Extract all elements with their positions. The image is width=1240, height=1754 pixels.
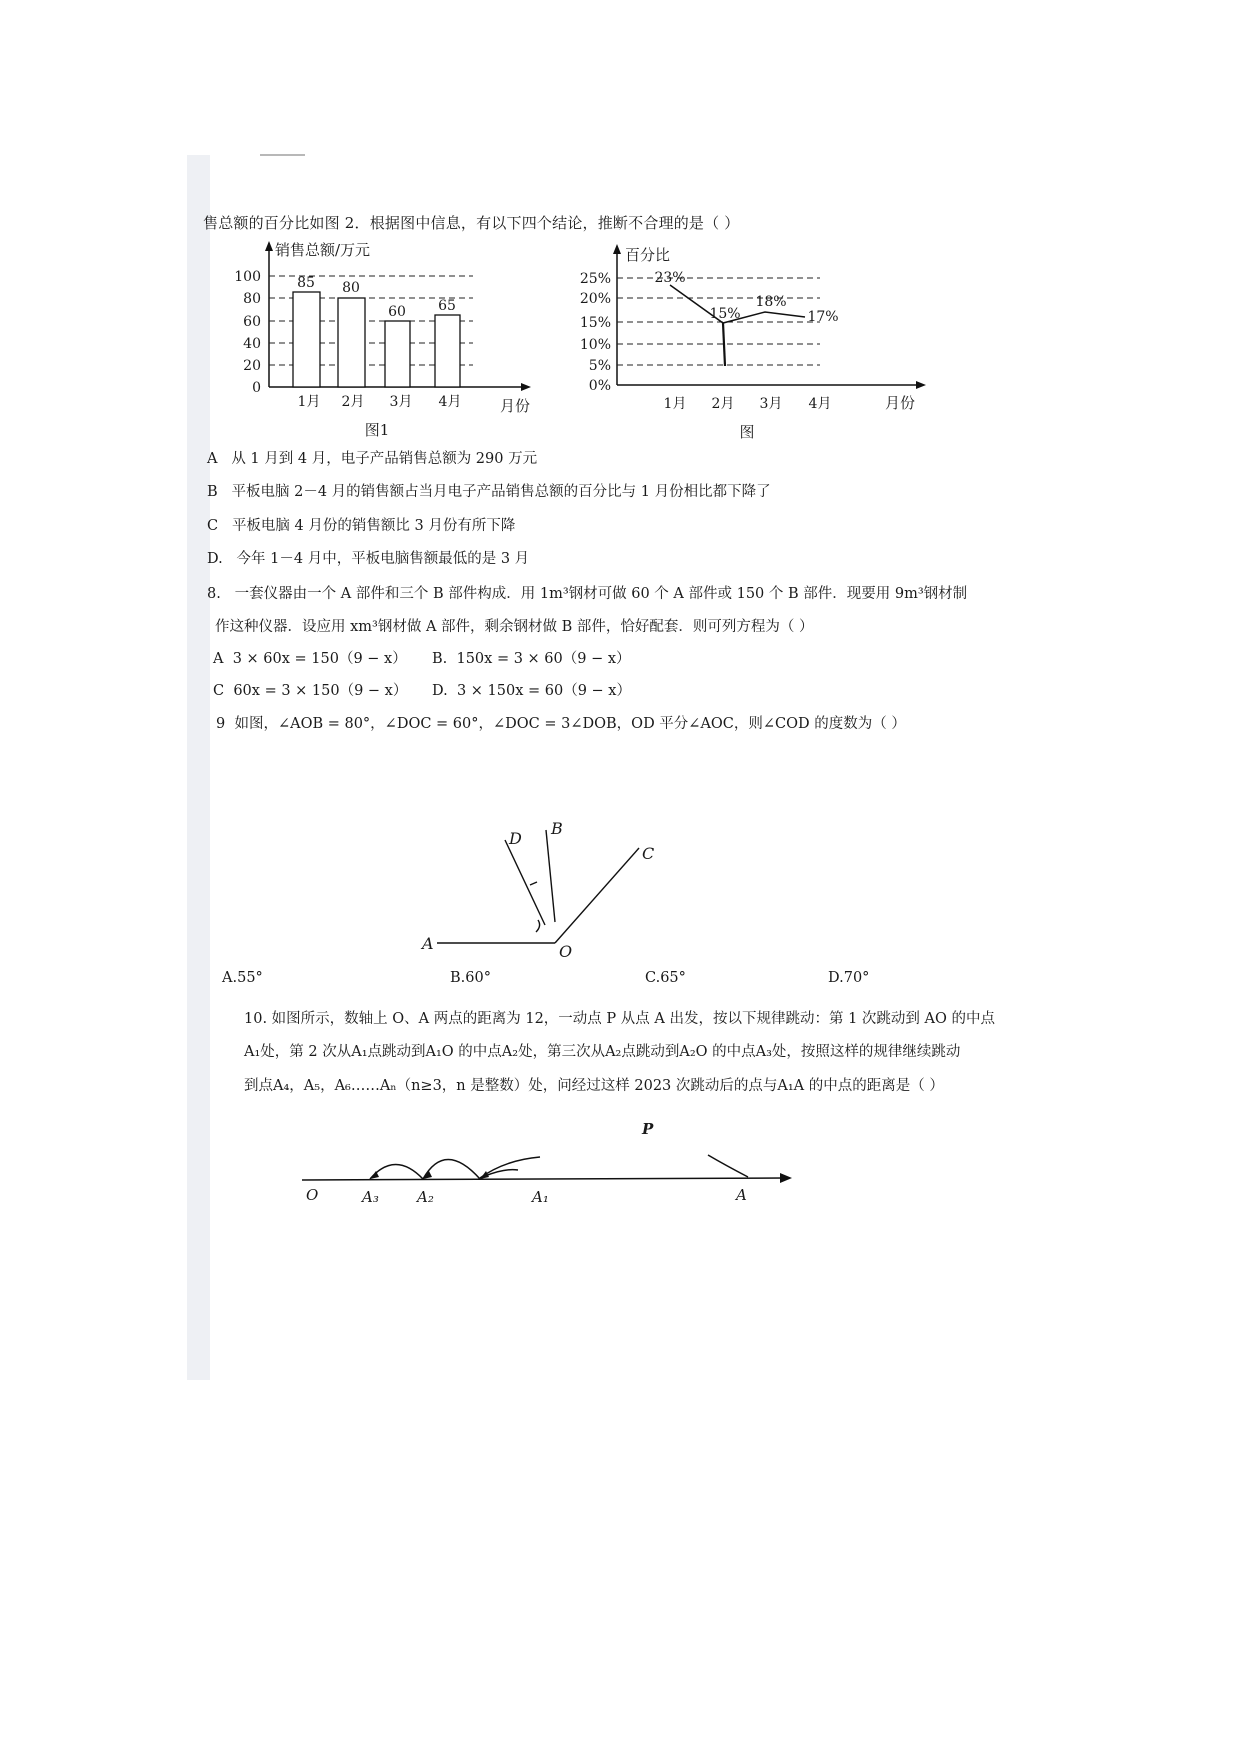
svg-text:60: 60 bbox=[243, 314, 261, 330]
option-text: 60° bbox=[465, 970, 491, 986]
option-label: D. bbox=[828, 970, 844, 986]
svg-text:80: 80 bbox=[342, 280, 360, 296]
svg-text:18%: 18% bbox=[755, 294, 787, 310]
option-label: B. bbox=[450, 970, 466, 986]
svg-text:4月: 4月 bbox=[808, 396, 832, 412]
svg-text:25%: 25% bbox=[579, 271, 611, 287]
header-rule bbox=[260, 154, 305, 156]
option-label: C bbox=[207, 518, 219, 534]
q8-option-c bbox=[213, 679, 407, 700]
option-label: B bbox=[207, 484, 218, 500]
q8-option-d bbox=[432, 679, 631, 700]
q10-number-line-figure bbox=[280, 1100, 820, 1234]
angle-diagram-svg bbox=[360, 810, 680, 970]
svg-text:D: D bbox=[509, 829, 522, 848]
svg-text:O: O bbox=[306, 1186, 319, 1204]
svg-text:5%: 5% bbox=[588, 358, 611, 374]
option-text: 60x = 3 × 150（9 − x） bbox=[233, 683, 408, 699]
svg-text:4月: 4月 bbox=[438, 394, 462, 410]
svg-text:图1: 图1 bbox=[364, 421, 390, 439]
svg-text:3月: 3月 bbox=[759, 396, 783, 412]
option-label: A bbox=[213, 651, 224, 667]
q8-stem-line-2: 作这种仪器．设应用 xm³钢材做 A 部件，剩余钢材做 B 部件，恰好配套．则可列方程为（ ） bbox=[215, 619, 814, 635]
svg-text:A: A bbox=[736, 1186, 747, 1204]
svg-text:85: 85 bbox=[297, 275, 315, 291]
svg-text:月份: 月份 bbox=[884, 394, 916, 412]
page-margin-strip bbox=[187, 155, 210, 1380]
svg-text:80: 80 bbox=[243, 291, 261, 307]
option-text: 今年 1－4 月中，平板电脑售额最低的是 3 月 bbox=[236, 551, 530, 567]
q9-option-b bbox=[450, 970, 491, 986]
question-number: 10. bbox=[244, 1011, 268, 1027]
option-text: 3 × 150x = 60（9 − x） bbox=[456, 683, 631, 699]
question-text: 如图所示，数轴上 O、A 两点的距离为 12，一动点 P 从点 A 出发，按以下规律跳动：第 1 次跳动到 AO 的中点 bbox=[271, 1011, 995, 1027]
svg-text:O: O bbox=[559, 942, 573, 961]
option-label: C. bbox=[645, 970, 661, 986]
line-chart-figure-2 bbox=[575, 240, 935, 449]
svg-text:A₁: A₁ bbox=[532, 1188, 549, 1206]
option-text: 55° bbox=[237, 970, 263, 986]
q9-option-c bbox=[645, 970, 686, 986]
svg-text:2月: 2月 bbox=[711, 396, 735, 412]
svg-text:A: A bbox=[422, 934, 434, 953]
option-label: C bbox=[213, 683, 225, 699]
q7-option-a bbox=[207, 447, 537, 468]
option-label: A bbox=[207, 451, 218, 467]
bar-chart-svg bbox=[225, 235, 555, 445]
question-text: 如图，∠AOB = 80°，∠DOC = 60°，∠DOC = 3∠DOB，OD 平分∠AOC，则∠COD 的度数为（ ） bbox=[234, 716, 906, 732]
option-text: 3 × 60x = 150（9 − x） bbox=[232, 651, 407, 667]
q10-stem-line-2: A₁处，第 2 次从A₁点跳动到A₁O 的中点A₂处，第三次从A₂点跳动到A₂O 的中点A₃处，按照这样的规律继续跳动 bbox=[244, 1044, 961, 1060]
q10-stem-line-1 bbox=[244, 1007, 995, 1028]
option-label: D. bbox=[207, 551, 223, 567]
option-label: D. bbox=[432, 683, 448, 699]
svg-text:20%: 20% bbox=[579, 291, 611, 307]
q9-option-a bbox=[222, 970, 263, 986]
option-text: 从 1 月到 4 月，电子产品销售总额为 290 万元 bbox=[231, 451, 538, 467]
svg-text:图: 图 bbox=[739, 423, 755, 441]
option-text: 平板电脑 2－4 月的销售额占当月电子产品销售总额的百分比与 1 月份相比都下降了 bbox=[231, 484, 771, 500]
svg-text:A₂: A₂ bbox=[417, 1188, 434, 1206]
q7-option-b bbox=[207, 480, 771, 501]
option-text: 150x = 3 × 60（9 − x） bbox=[456, 651, 631, 667]
svg-text:15%: 15% bbox=[579, 315, 611, 331]
option-label: A. bbox=[222, 970, 238, 986]
svg-text:60: 60 bbox=[388, 304, 406, 320]
question-number: 8. bbox=[207, 586, 221, 602]
q10-stem-line-3: 到点A₄，A₅，A₆……Aₙ（n≥3，n 是整数）处，问经过这样 2023 次跳动后的点与A₁A 的中点的距离是（ ） bbox=[244, 1078, 944, 1094]
option-text: 65° bbox=[660, 970, 686, 986]
question-text: 一套仪器由一个 A 部件和三个 B 部件构成．用 1m³钢材可做 60 个 A 部件或 150 个 B 部件．现要用 9m³钢材制 bbox=[234, 586, 968, 602]
svg-text:销售总额/万元: 销售总额/万元 bbox=[275, 241, 371, 259]
q9-option-d bbox=[828, 970, 869, 986]
question-number: 9 bbox=[216, 716, 226, 732]
number-line-svg bbox=[280, 1100, 820, 1230]
option-text: 70° bbox=[843, 970, 870, 986]
q9-angle-figure bbox=[360, 810, 680, 974]
q8-stem-line-1 bbox=[207, 582, 967, 603]
q9-stem bbox=[216, 712, 906, 733]
svg-text:15%: 15% bbox=[709, 306, 741, 322]
svg-text:1月: 1月 bbox=[297, 394, 321, 410]
svg-text:百分比: 百分比 bbox=[625, 246, 671, 264]
svg-text:1月: 1月 bbox=[663, 396, 687, 412]
option-text: 平板电脑 4 月份的销售额比 3 月份有所下降 bbox=[231, 518, 516, 534]
svg-text:17%: 17% bbox=[807, 309, 839, 325]
svg-text:0: 0 bbox=[252, 380, 261, 396]
svg-text:0%: 0% bbox=[588, 378, 611, 394]
svg-text:10%: 10% bbox=[579, 337, 611, 353]
svg-text:P: P bbox=[642, 1120, 654, 1138]
svg-text:B: B bbox=[551, 819, 563, 838]
svg-text:100: 100 bbox=[234, 269, 261, 285]
q8-option-b bbox=[432, 647, 631, 668]
svg-text:C: C bbox=[642, 844, 655, 863]
svg-text:23%: 23% bbox=[654, 270, 686, 286]
svg-text:月份: 月份 bbox=[499, 397, 531, 415]
bar-chart-figure-1 bbox=[225, 235, 555, 449]
q7-option-c bbox=[207, 514, 515, 535]
line-chart-svg bbox=[575, 240, 935, 445]
question-intro-text: 售总额的百分比如图 2．根据图中信息，有以下四个结论，推断不合理的是（ ） bbox=[203, 214, 740, 232]
option-label: B. bbox=[432, 651, 448, 667]
svg-text:40: 40 bbox=[243, 336, 261, 352]
svg-text:A₃: A₃ bbox=[362, 1188, 379, 1206]
svg-text:20: 20 bbox=[243, 358, 261, 374]
q8-option-a bbox=[213, 647, 407, 668]
svg-text:2月: 2月 bbox=[341, 394, 365, 410]
svg-text:65: 65 bbox=[438, 298, 456, 314]
q7-option-d bbox=[207, 547, 529, 568]
svg-text:3月: 3月 bbox=[389, 394, 413, 410]
